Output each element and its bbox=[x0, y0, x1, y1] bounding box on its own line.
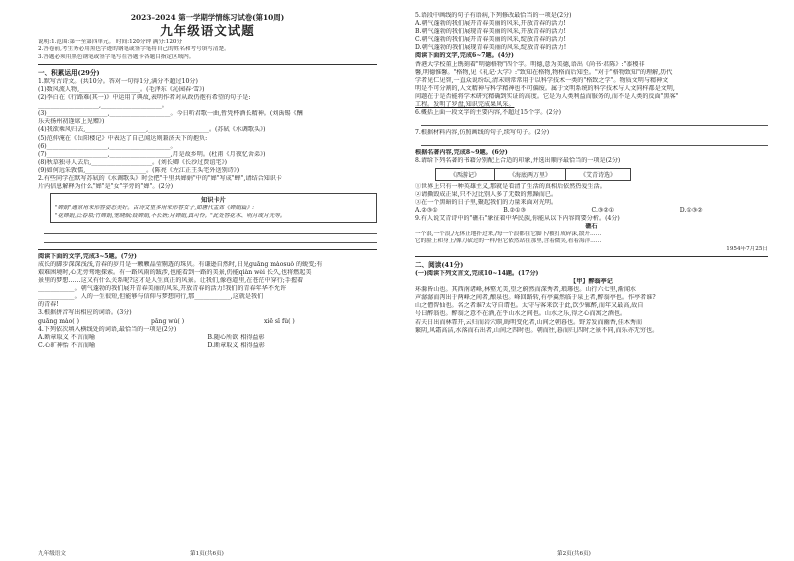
answer-line bbox=[44, 234, 377, 243]
q4-option-b: B.随心所欲 相得益彰 bbox=[207, 333, 265, 341]
reading-1-para-3: 景里的梦想……这又有什么关系呢?这才是人生真正的风景。让我们,像巷道里,在苍茫中穿行;手握着 bbox=[38, 277, 304, 285]
books-table bbox=[435, 168, 631, 181]
reading-1-para-4: ____________。朝气蓬勃的我们展开青春美丽的风采,开放青春的活力!我们的青春年华不允许 bbox=[38, 285, 287, 293]
note-3: 3.答题必须用黑色钢笔或签字笔写在答题卡各题目指定区域内。 bbox=[38, 53, 195, 60]
poem-line-1: 一个浪,一个浪,/无休止地扑过来,/每一个浪都在它脚下/被打成碎沫,散开…… bbox=[415, 231, 602, 238]
reading-1-title: 阅读下面的文字,完成3~5题。(7分) bbox=[38, 252, 137, 260]
exam-title-line: 2023–2024 第一学期学情练习试卷(第10周) bbox=[130, 13, 285, 22]
knowledge-card-text-2: "花婵娟,泛春泉;竹婵娟,笼晓烟;妓婵娟,不长妍;月婵娟,真可怜。"此处容花木、明月或月光等。 bbox=[55, 212, 286, 219]
knowledge-card-title: 知识卡片 bbox=[201, 197, 226, 205]
q8-item-3: ③在一个黑暗的日子里,聚起我们的力量来面对光明。 bbox=[415, 198, 558, 206]
q1-line-5: 乐天扬州初逢席上见赠》) bbox=[38, 118, 105, 126]
q4-options-row-1 bbox=[38, 334, 377, 342]
divider bbox=[38, 64, 377, 65]
book-cell: 《艾青诗选》 bbox=[566, 168, 631, 180]
reading-3-title: 根据名著内容,完成8~9题。(6分) bbox=[415, 149, 508, 157]
book-cell: 《西游记》 bbox=[436, 168, 495, 180]
q4-option-d: D.断章取义 相得益彰 bbox=[207, 341, 265, 349]
q8-option-c: C.③②① bbox=[591, 206, 615, 214]
q1-line-2: (2)李白在《行路难(其一)》中运用了典故,表明作者对从政仍抱有希望的句子是: bbox=[38, 94, 251, 102]
footer-page-number: 第1页(共6页) bbox=[190, 551, 224, 557]
q5-option-c: C.朝气蓬勃的我们展开青春美丽的风采,绽放青春的活力! bbox=[415, 36, 566, 44]
poem-title: 礁石 bbox=[585, 222, 598, 230]
q2-stem-2: 片内信息解释为什么"婵"是"女"字旁的"婵"。(2分) bbox=[38, 183, 174, 191]
reading-2-line-1: 香港大学校董上镌刻着"明德格物"四个字。明德,意为美德,语出《尚书·君陈》:"黍稷非 bbox=[415, 60, 645, 68]
q1-stem: 1.默写古诗文。(共10分。答对一句得1分,满分不超过10分) bbox=[38, 77, 198, 85]
q8-option-d: D.①③② bbox=[679, 206, 703, 214]
q5-option-a: A.朝气蓬勃的我们展开青春美丽的风采,开放青春的活力! bbox=[415, 20, 566, 28]
q1-line-11: (9)如何远朱敦儒,____________________。(陈亮《左江正王头宅外送别诗》) bbox=[38, 166, 240, 174]
text-line-6: 繁阴,风霜高洁,水落而石出者,山间之四时也。朝而往,暮而归,四时之景不同,而乐亦无穷也。 bbox=[415, 326, 659, 334]
reading-2-title: 阅读下面的文字,完成6~7题。(4分) bbox=[415, 52, 514, 60]
q1-line-7: (5)范仲淹在《岳阳楼记》中表达了自己闻达则兼济天下的抱负: bbox=[38, 134, 208, 142]
reading-1-para-5: ____________。人的一生很短,但能够与信仰与梦想同行,那____________,这就是我们 bbox=[38, 293, 264, 301]
reading-1-para-1: 成长的脚步深深浅浅,青春的岁月是一颗颗晶莹剔透的珠贝。有谦逊自然时,日见guāng màosuǒ 的蜕变;有 bbox=[38, 260, 323, 268]
text-line-1: 环滁皆山也。其西南诸峰,林壑尤美,望之蔚然而深秀者,琅琊也。山行六七里,渐闻水 bbox=[415, 286, 637, 294]
note-2: 2.答卷前,考生务必用黑色字迹的钢笔或签字笔将自己的姓名和考号填写清楚。 bbox=[38, 46, 230, 53]
q1-line-4: (3)____________________,____________________。今日听君歌一曲,暂凭杯酒长精神。(刘禹锡《酬 bbox=[38, 110, 303, 118]
section-2-title: 二、阅读(41分) bbox=[415, 260, 464, 269]
q1-line-6: (4)我欲乘风归去,____________________,____________________。(苏轼《水调歌头》) bbox=[38, 126, 266, 134]
divider bbox=[415, 256, 768, 257]
q3-pinyin-3: xiē sī fǔ( ) bbox=[264, 317, 295, 325]
q2-stem: 2.有些同学在默写苏轼的《水调歌头》时会把"千里共婵娟"中的"婵"写成"蝉",请结合知识卡 bbox=[38, 175, 282, 183]
poem-line-2: 它的脸上和身上/像刀砍过的一样/但它依然站在那里,含着微笑,看着海洋…… bbox=[415, 238, 602, 245]
q4-stem: 4.下列依次填入横线处的词语,最恰当的一项是(2分) bbox=[38, 325, 177, 333]
q3-pinyin-1: guāng mào( ) bbox=[38, 317, 79, 325]
answer-line bbox=[44, 225, 377, 234]
q3-stem: 3.根据拼音写出相应的词语。(3分) bbox=[38, 309, 132, 317]
q3-pinyin-row bbox=[38, 318, 377, 326]
reading-1-para-2: 艰难困境时,心无旁骛地探索。有一路风雨的跋涉,也能看到一路的美景,仍能qiàn wèi 长久,也将燃起美 bbox=[38, 268, 312, 276]
text-line-5: 若夫日出而林霏开,云归而岩穴暝,晦明变化者,山间之朝暮也。野芳发而幽香,佳木秀而 bbox=[415, 318, 643, 326]
reading-2-line-2: 馨,明德惟馨。"格物,见《礼记·大学》:"致知在格物,物格而后知至。"对于"格物致知"的理解,历代 bbox=[415, 68, 673, 76]
footer-left: 九年级语文 bbox=[38, 551, 66, 557]
q1-line-9: (7)____________________,____________________,月是故乡明。(杜甫《月夜忆舍弟》) bbox=[38, 150, 266, 158]
reading-2-line-6: 工程。发明了罗盘,知识完成果风采。 bbox=[415, 101, 515, 109]
q8-options bbox=[415, 207, 768, 215]
text-title: 【甲】醉翁亭记 bbox=[570, 278, 613, 286]
q6-stem: 6.概括上面一段文字的主要内容,不超过15个字。(2分) bbox=[415, 109, 562, 117]
reading-2-line-3: 学者见仁见智,一直众说纷纭,清末则常常用于以科学技术一类的"格致之学"。物质文明与精神文 bbox=[415, 76, 669, 84]
reading-2-line-5: 问题在于是否能将学术研究精确到实证的高度。它是为人类利益而服务的,而不是人类的反面"黑客" bbox=[415, 92, 679, 100]
q8-stem: 8.请给下列名著的书籍分别配上合适的印象,并选出顺序最恰当的一项是(2分) bbox=[415, 157, 621, 165]
q8-item-2: ②请撕毁成正果,只不过比别人多了无数的焦躁而已。 bbox=[415, 190, 558, 198]
q8-item-1: ①世界上只有一种英雄主义,那就是看清了生活的真相后依然热爱生活。 bbox=[415, 182, 606, 190]
knowledge-card-text-1: "婵娟"通常用来形容姿态美好。古诗文里多用来形容女子,如唐代孟郊《婵娟篇》: bbox=[55, 205, 254, 212]
q5-option-d: D.朝气蓬勃的我们展现青春美丽的风采,绽放青春的活力! bbox=[415, 44, 567, 52]
q9-stem: 9.有人说艾青诗中的"礁石"象征着中华民族,你能从以下内容简要分析。(4分) bbox=[415, 214, 620, 222]
text-line-3: 山之僧智仙也。名之者谁?太守自谓也。太守与客来饮于此,饮少辄醉,而年又最高,故自 bbox=[415, 302, 644, 310]
page-right bbox=[397, 0, 794, 561]
answer-line bbox=[421, 117, 768, 126]
q1-line-1: (1)数风流人物,____________________。(毛泽东《沁园春·雪》) bbox=[38, 85, 205, 93]
q7-stem: 7.根据材料内容,仿照画线的句子,续写句子。(2分) bbox=[415, 129, 550, 137]
note-1: 说明:1.范围:第一至第四单元。 时间:120分钟 满分:120分 bbox=[38, 39, 183, 45]
reading-4-title: (一)阅读下列文言文,完成10~14题。(17分) bbox=[415, 269, 539, 277]
answer-line bbox=[421, 137, 768, 146]
q4-options-row-2 bbox=[38, 342, 377, 350]
section-1-title: 一、积累运用(29分) bbox=[38, 68, 100, 77]
q3-pinyin-2: pāng wú( ) bbox=[151, 317, 185, 325]
q1-line-3: ____________________,____________________。 bbox=[38, 102, 168, 110]
text-line-4: 号曰醉翁也。醉翁之意不在酒,在乎山水之间也。山水之乐,得之心而寓之酒也。 bbox=[415, 310, 627, 318]
reading-1-para-6: 的青春! bbox=[38, 301, 59, 309]
knowledge-card bbox=[50, 193, 377, 223]
poem-date: 1954年7月25日 bbox=[726, 245, 768, 252]
q4-option-c: C.心旷神怡 不言而喻 bbox=[38, 341, 96, 349]
q4-option-a: A.断章取义 不言而喻 bbox=[38, 333, 96, 341]
divider bbox=[38, 249, 377, 250]
q1-line-8: (6)____________________,____________________。 bbox=[38, 142, 177, 150]
q1-line-10: (8)秋草独寻人去后,____________________。(刘长卿《长沙过贾谊宅》) bbox=[38, 158, 227, 166]
exam-subject: 九年级语文试题 bbox=[160, 23, 255, 38]
q5-option-b: B.朝气蓬勃的我们展现青春美丽的风采,开放青春的活力! bbox=[415, 28, 566, 36]
q8-option-b: B.②①③ bbox=[503, 206, 527, 214]
q5-stem: 5.语段中画线的句子有语病,下列修改最恰当的一项是(2分) bbox=[415, 12, 572, 19]
reading-2-line-4: 明是不可分割的,人文精神与科学精神也不可偏废。属于文明系统的科学技术与人文同样都是文明, bbox=[415, 84, 675, 92]
text-line-2: 声潺潺而泻出于两峰之间者,酿泉也。峰回路转,有亭翼然临于泉上者,醉翁亭也。作亭者谁? bbox=[415, 294, 656, 302]
book-cell: 《海底两万里》 bbox=[495, 168, 566, 180]
q8-option-a: A.②③① bbox=[415, 206, 438, 214]
footer-page-number: 第2页(共6页) bbox=[557, 551, 591, 557]
